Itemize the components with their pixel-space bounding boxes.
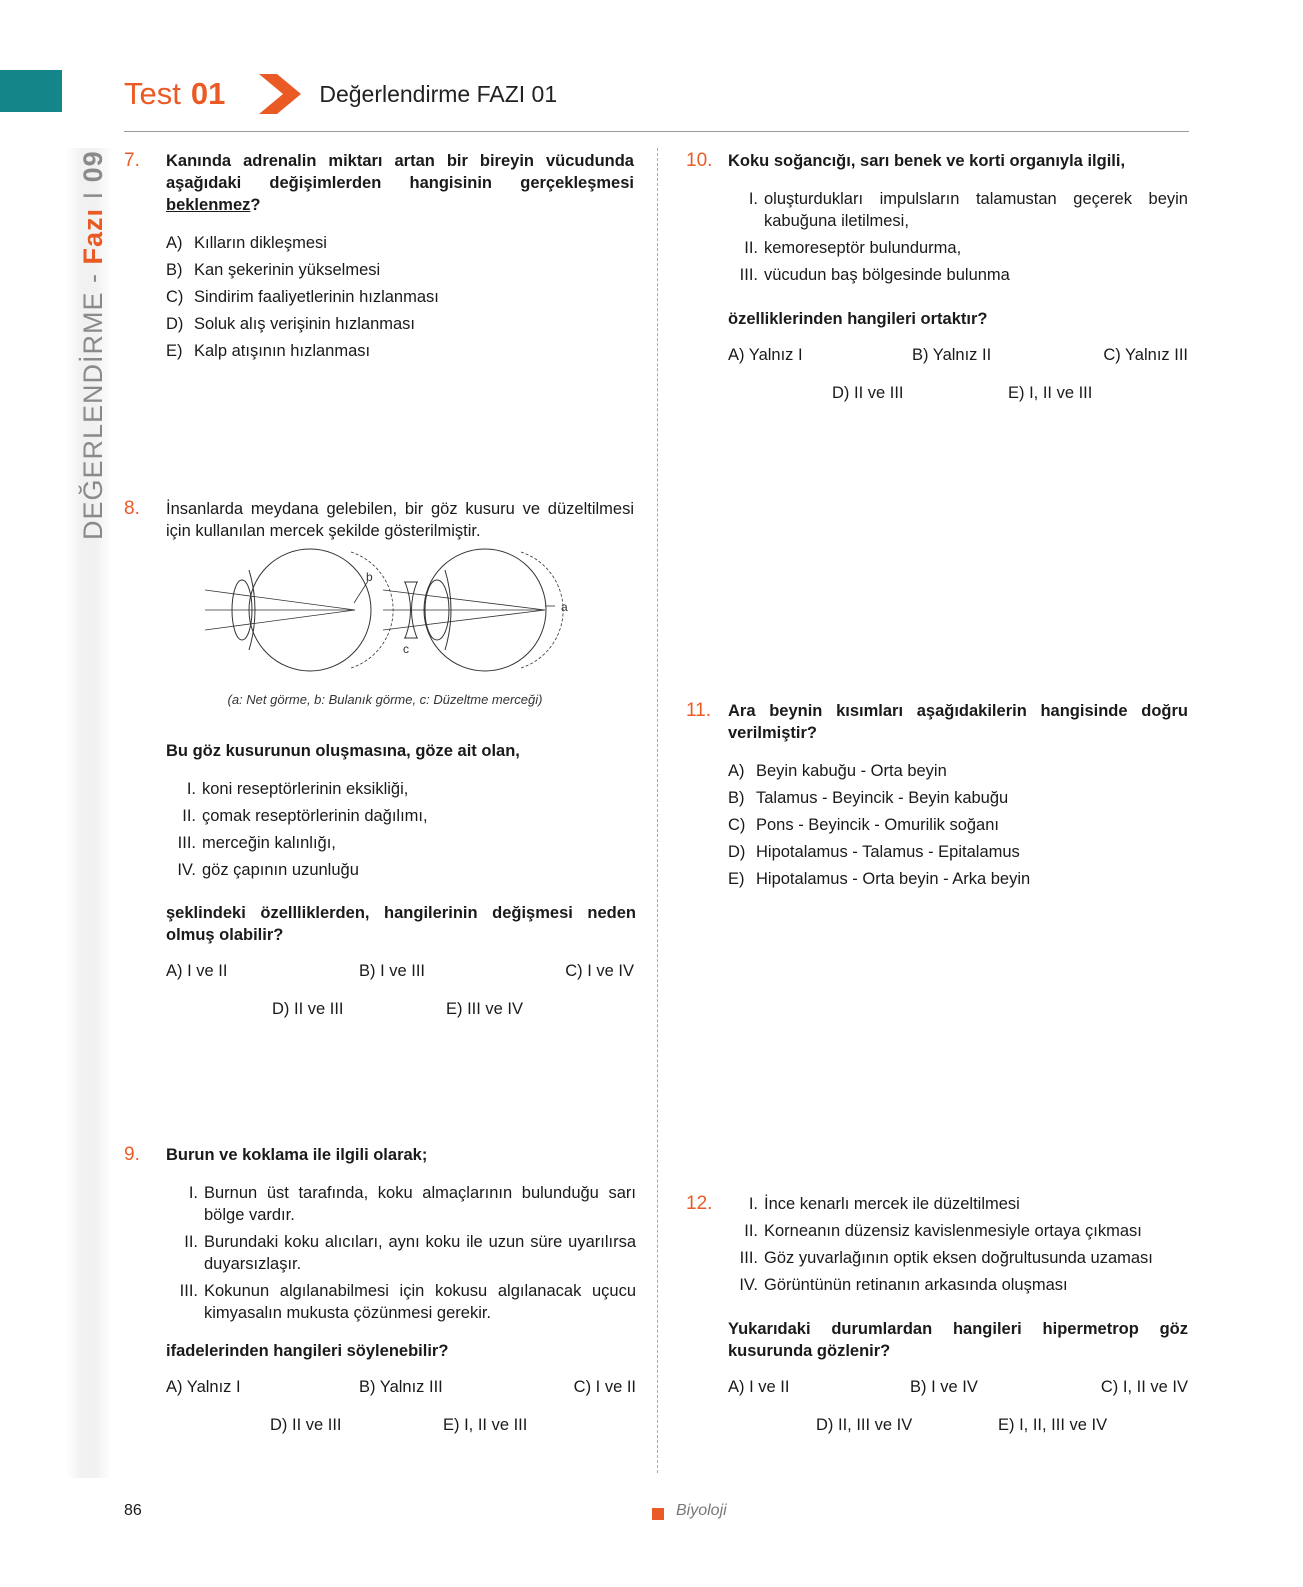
figure-label-c: c	[403, 642, 409, 656]
roman-item	[728, 1220, 1188, 1242]
roman-numeral: III.	[739, 266, 758, 284]
question-stem: Ara beynin kısımları aşağıdakilerin hangisinde doğru verilmiştir?	[728, 702, 1188, 742]
roman-item	[728, 1274, 1188, 1296]
answer-row-1	[166, 1378, 636, 1400]
roman-item	[728, 237, 1188, 259]
question-number: 7.	[124, 150, 140, 171]
roman-item	[166, 778, 636, 800]
roman-numeral: I.	[748, 190, 758, 208]
chevron-right-icon	[259, 74, 301, 114]
answer-row-2	[728, 1416, 1188, 1438]
page-header	[124, 72, 557, 116]
item-text: çomak reseptörlerinin dağılımı,	[202, 807, 428, 825]
square-icon	[652, 1508, 664, 1520]
answer-e[interactable]: E) I, II, III ve IV	[998, 1416, 1108, 1434]
item-text: koni reseptörlerinin eksikliği,	[202, 780, 409, 798]
option-letter: C)	[166, 288, 184, 306]
answer-c[interactable]: C) I ve IV	[565, 962, 634, 980]
item-text: Burundaki koku alıcıları, aynı koku ile uzun süre uyarılırsa duyarsızlaşır.	[204, 1233, 636, 1273]
option-d[interactable]	[166, 313, 634, 335]
item-text: Göz yuvarlağının optik eksen doğrultusunda uzaması	[764, 1249, 1153, 1267]
figure-label-a: a	[561, 600, 568, 614]
option-letter: E)	[728, 870, 745, 888]
answer-e[interactable]: E) I, II ve III	[443, 1416, 528, 1434]
option-letter: D)	[728, 843, 746, 861]
page-title: Değerlendirme FAZI 01	[319, 80, 558, 107]
option-b[interactable]	[728, 787, 1188, 809]
roman-item	[166, 1280, 636, 1324]
side-label	[78, 150, 109, 540]
figure-label-b: b	[366, 570, 373, 584]
option-text: Hipotalamus - Talamus - Epitalamus	[756, 843, 1020, 861]
roman-numeral: I.	[188, 1184, 198, 1202]
option-c[interactable]	[166, 286, 634, 308]
header-divider	[124, 131, 1189, 132]
roman-numeral: IV.	[739, 1276, 758, 1294]
roman-item	[166, 1182, 636, 1226]
roman-item	[166, 1231, 636, 1275]
question-8-body	[166, 740, 636, 1022]
item-text: göz çapının uzunluğu	[202, 861, 359, 879]
question-number: 12.	[686, 1193, 713, 1214]
option-letter: B)	[728, 789, 745, 807]
option-letter: C)	[728, 816, 746, 834]
answer-row-1	[728, 1378, 1188, 1400]
question-stem: Koku soğancığı, sarı benek ve korti organıyla ilgili,	[728, 152, 1126, 170]
roman-numeral: III.	[739, 1249, 758, 1267]
question-number: 8.	[124, 498, 140, 519]
page-number: 86	[124, 1502, 142, 1519]
side-label-sep: I	[78, 182, 108, 208]
question-prompt: Yukarıdaki durumlardan hangileri hipermetrop göz kusurunda gözlenir?	[728, 1320, 1188, 1360]
roman-numeral: III.	[177, 834, 196, 852]
question-prompt: ifadelerinden hangileri söylenebilir?	[166, 1342, 449, 1360]
roman-item	[166, 859, 636, 881]
option-text: Kılların dikleşmesi	[194, 234, 327, 252]
item-text: vücudun baş bölgesinde bulunma	[764, 266, 1010, 284]
option-e[interactable]	[728, 868, 1188, 890]
figure-caption-wrap	[155, 692, 615, 707]
option-text: Beyin kabuğu - Orta beyin	[756, 762, 947, 780]
answer-e[interactable]: E) I, II ve III	[1008, 384, 1093, 402]
option-b[interactable]	[166, 259, 634, 281]
question-prompt: özelliklerinden hangileri ortaktır?	[728, 310, 988, 328]
column-divider	[657, 148, 658, 1473]
side-label-fazi: Fazı	[78, 207, 108, 265]
roman-numeral: III.	[179, 1282, 198, 1300]
option-text: Hipotalamus - Orta beyin - Arka beyin	[756, 870, 1031, 888]
answer-row-2	[166, 1000, 634, 1022]
item-text: Korneanın düzensiz kavislenmesiyle ortaya çıkması	[764, 1222, 1142, 1240]
roman-item	[728, 1193, 1188, 1215]
question-stem: Bu göz kusurunun oluşmasına, göze ait olan,	[166, 742, 520, 760]
stem-underlined: beklenmez	[166, 196, 251, 214]
answer-b[interactable]: B) I ve III	[359, 962, 426, 980]
option-letter: A)	[166, 234, 183, 252]
question-prompt: şeklindeki özellliklerden, hangilerinin değişmesi neden olmuş olabilir?	[166, 904, 636, 944]
roman-item	[728, 1247, 1188, 1269]
answer-row-1	[166, 962, 634, 984]
option-a[interactable]	[166, 232, 634, 254]
roman-numeral: IV.	[177, 861, 196, 879]
item-text: Burnun üst tarafında, koku almaçlarının bulunduğu sarı bölge vardır.	[204, 1184, 636, 1224]
item-text: oluşturdukları impulsların talamustan geçerek beyin kabuğuna iletilmesi,	[764, 190, 1188, 230]
option-letter: E)	[166, 342, 183, 360]
test-label: Test	[124, 76, 181, 111]
roman-numeral: II.	[744, 239, 758, 257]
answer-b[interactable]: B) Yalnız II	[912, 346, 992, 364]
question-stem: Burun ve koklama ile ilgili olarak;	[166, 1146, 428, 1164]
roman-numeral: II.	[184, 1233, 198, 1251]
item-text: merceğin kalınlığı,	[202, 834, 336, 852]
subject-label: Biyoloji	[676, 1502, 727, 1519]
option-text: Kalp atışının hızlanması	[194, 342, 371, 360]
roman-numeral: I.	[748, 1195, 758, 1213]
answer-e[interactable]: E) III ve IV	[446, 1000, 524, 1018]
side-label-number: 09	[78, 150, 108, 183]
question-intro: İnsanlarda meydana gelebilen, bir göz kusuru ve düzeltilmesi için kullanılan mercek şekilde gösterilmiştir.	[166, 500, 634, 540]
option-text: Sindirim faaliyetlerinin hızlanması	[194, 288, 439, 306]
roman-numeral: II.	[744, 1222, 758, 1240]
roman-item	[728, 264, 1188, 286]
option-c[interactable]	[728, 814, 1188, 836]
question-number: 10.	[686, 150, 713, 171]
answer-a[interactable]: A) I ve II	[728, 1378, 790, 1396]
answer-c[interactable]: C) I ve II	[573, 1378, 636, 1396]
option-letter: A)	[728, 762, 745, 780]
option-text: Talamus - Beyincik - Beyin kabuğu	[756, 789, 1009, 807]
roman-numeral: II.	[182, 807, 196, 825]
item-text: Kokunun algılanabilmesi için kokusu algılanacak uçucu kimyasalın mukusta çözünmesi gerekir.	[204, 1282, 636, 1322]
test-number: 01	[190, 76, 226, 111]
roman-numeral: I.	[186, 780, 196, 798]
option-text: Kan şekerinin yükselmesi	[194, 261, 381, 279]
roman-item	[166, 832, 636, 854]
answer-a[interactable]: A) Yalnız I	[728, 346, 803, 364]
answer-c[interactable]: C) Yalnız III	[1103, 346, 1188, 364]
option-d[interactable]	[728, 841, 1188, 863]
question-stem	[166, 150, 634, 216]
answer-row-2	[728, 384, 1188, 406]
question-number: 9.	[124, 1144, 140, 1165]
answer-d[interactable]: D) II ve III	[270, 1416, 342, 1434]
teal-tab	[0, 70, 62, 112]
answer-c[interactable]: C) I, II ve IV	[1100, 1378, 1188, 1396]
option-letter: D)	[166, 315, 184, 333]
answer-b[interactable]: B) I ve IV	[910, 1378, 978, 1396]
roman-item	[728, 188, 1188, 232]
side-label-prefix: DEĞERLENDİRME -	[78, 264, 108, 540]
stem-end: ?	[250, 196, 261, 214]
option-letter: B)	[166, 261, 183, 279]
question-number: 11.	[686, 700, 712, 721]
figure-caption: (a: Net görme, b: Bulanık görme, c: Düzeltme merceği)	[227, 692, 543, 707]
option-text: Pons - Beyincik - Omurilik soğanı	[756, 816, 999, 834]
answer-d[interactable]: D) II ve III	[832, 384, 904, 402]
answer-row-1	[728, 346, 1188, 368]
roman-item	[166, 805, 636, 827]
answer-a[interactable]: A) Yalnız I	[166, 1378, 241, 1396]
item-text: kemoreseptör bulundurma,	[764, 239, 962, 257]
stem-text: Kanında adrenalin miktarı artan bir bireyin vücudunda aşağıdaki değişimlerden hangisinin gerçekleşmesi	[166, 152, 634, 192]
option-a[interactable]	[728, 760, 1188, 782]
item-text: Görüntünün retinanın arkasında oluşması	[764, 1276, 1068, 1294]
answer-a[interactable]: A) I ve II	[166, 962, 228, 980]
answer-d[interactable]: D) II, III ve IV	[816, 1416, 913, 1434]
eye-diagram	[205, 548, 585, 678]
answer-row-2	[166, 1416, 636, 1438]
option-e[interactable]	[166, 340, 634, 362]
option-text: Soluk alış verişinin hızlanması	[194, 315, 416, 333]
answer-b[interactable]: B) Yalnız III	[359, 1378, 443, 1396]
answer-d[interactable]: D) II ve III	[272, 1000, 344, 1018]
item-text: İnce kenarlı mercek ile düzeltilmesi	[764, 1195, 1020, 1213]
